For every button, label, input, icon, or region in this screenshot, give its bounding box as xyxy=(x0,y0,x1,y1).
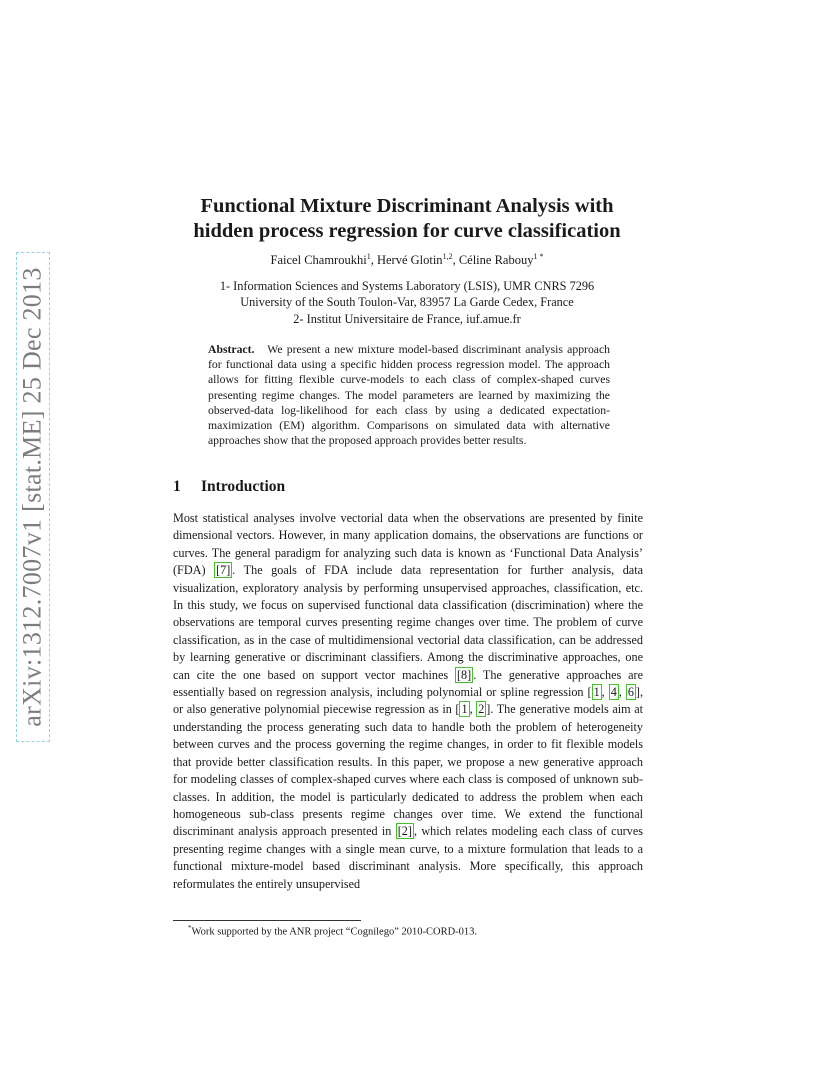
citation-link[interactable]: [8] xyxy=(457,667,472,682)
affiliation-line: University of the South Toulon-Var, 83957 La Garde Cedex, France xyxy=(240,295,574,310)
citation-link[interactable]: 1 xyxy=(461,702,468,717)
abstract-label: Abstract. xyxy=(208,343,255,356)
author-3: , Céline Rabouy xyxy=(452,253,534,268)
author-1-affil: 1 xyxy=(366,252,371,261)
author-2-affil: 1,2 xyxy=(442,252,453,261)
arxiv-identifier: arXiv:1312.7007v1 [stat.ME] 25 Dec 2013 xyxy=(18,267,47,727)
section-heading xyxy=(173,478,285,496)
abstract-text: We present a new mixture model-based discriminant analysis approach for functional data using a specific hidden process regression model. The approach allows for fitting flexible curve-models to each class of complex-shaped curves presenting regime changes. The model parameters are learned by maximizing the observed-data log-likelihood for each class by using a dedicated expectation-maximization (EM) algorithm. Comparisons on simulated data with alternative approaches show that the proposed approach provides better results. xyxy=(208,343,611,448)
citation-link[interactable]: [7] xyxy=(216,563,231,578)
body-text: ]. The generative models aim at understanding the process generating such data to handle both the problem of heterogeneity between curves and the process governing the regime changes, in order to fit flexible models that provide better classification results. In this paper, we propose a new generative approach for modeling classes of complex-shaped curves where each class is composed of unknown sub-classes. In addition, the model is particularly dedicated to address the problem when each homogeneous sub-class presents regime changes over time. We extend the functional discriminant analysis approach presented in xyxy=(173,702,644,839)
citation-link[interactable]: 6 xyxy=(627,685,634,700)
citation-link[interactable]: [2] xyxy=(397,824,412,839)
author-list xyxy=(150,252,664,268)
footnote xyxy=(188,924,477,938)
author-footnote-mark: * xyxy=(537,252,544,261)
affiliation-line: 2- Institut Universitaire de France, iuf.amue.fr xyxy=(293,311,521,326)
body-text: , xyxy=(618,685,626,700)
footnote-mark: * xyxy=(188,924,192,932)
title-line-2: hidden process regression for curve classification xyxy=(193,220,621,242)
body-text: , xyxy=(469,702,477,717)
body-text: , xyxy=(601,685,609,700)
section-title: Introduction xyxy=(201,478,286,495)
body-text: Most statistical analyses involve vectorial data when the observations are presented by finite dimensional vectors. However, in many application domains, the observations are functions or curves. The general paradigm for analyzing such data is known as ‘Functional Data Analysis’ (FDA) xyxy=(173,511,643,578)
section-number: 1 xyxy=(173,478,181,495)
citation-link[interactable]: 1 xyxy=(593,685,600,700)
abstract xyxy=(208,342,610,448)
body-text: . The generative approaches are essentially based on regression analysis, including polynomial or spline regression [ xyxy=(173,667,644,700)
author-1: Faicel Chamroukhi xyxy=(270,253,367,268)
author-2: , Hervé Glotin xyxy=(370,253,443,268)
arxiv-stamp xyxy=(16,252,50,742)
footnote-text: Work supported by the ANR project “Cognilego” 2010-CORD-013. xyxy=(191,926,478,938)
footnote-rule xyxy=(173,920,361,921)
affiliations xyxy=(150,278,664,327)
affiliation-line: 1- Information Sciences and Systems Laboratory (LSIS), UMR CNRS 7296 xyxy=(219,279,595,293)
paper-title xyxy=(150,194,664,244)
title-line-1: Functional Mixture Discriminant Analysis with xyxy=(200,195,614,217)
citation-link[interactable]: 2 xyxy=(478,702,485,717)
author-3-affil: 1 xyxy=(533,252,538,261)
body-text: ], or also generative polynomial piecewise regression as in [ xyxy=(173,685,644,717)
body-paragraph xyxy=(173,510,643,893)
body-text: , which relates modeling each class of curves presenting regime changes with a single mean curve, to a mixture formulation that leads to a functional mixture-model based discriminant analysis. More specifically, this approach reformulates the entirely unsupervised xyxy=(173,824,643,891)
body-text: . The goals of FDA include data representation for further analysis, data visualization, exploratory analysis by performing unsupervised approaches, classification, etc. In this study, we focus on supervised functional data classification (discrimination) where the observations are temporal curves presenting regime changes over time. The problem of curve classification, as in the case of multidimensional vectorial data classification, can be addressed by learning generative or discriminant classifiers. Among the discriminative approaches, one can cite the one based on support vector machines xyxy=(173,563,643,682)
citation-link[interactable]: 4 xyxy=(610,685,617,700)
